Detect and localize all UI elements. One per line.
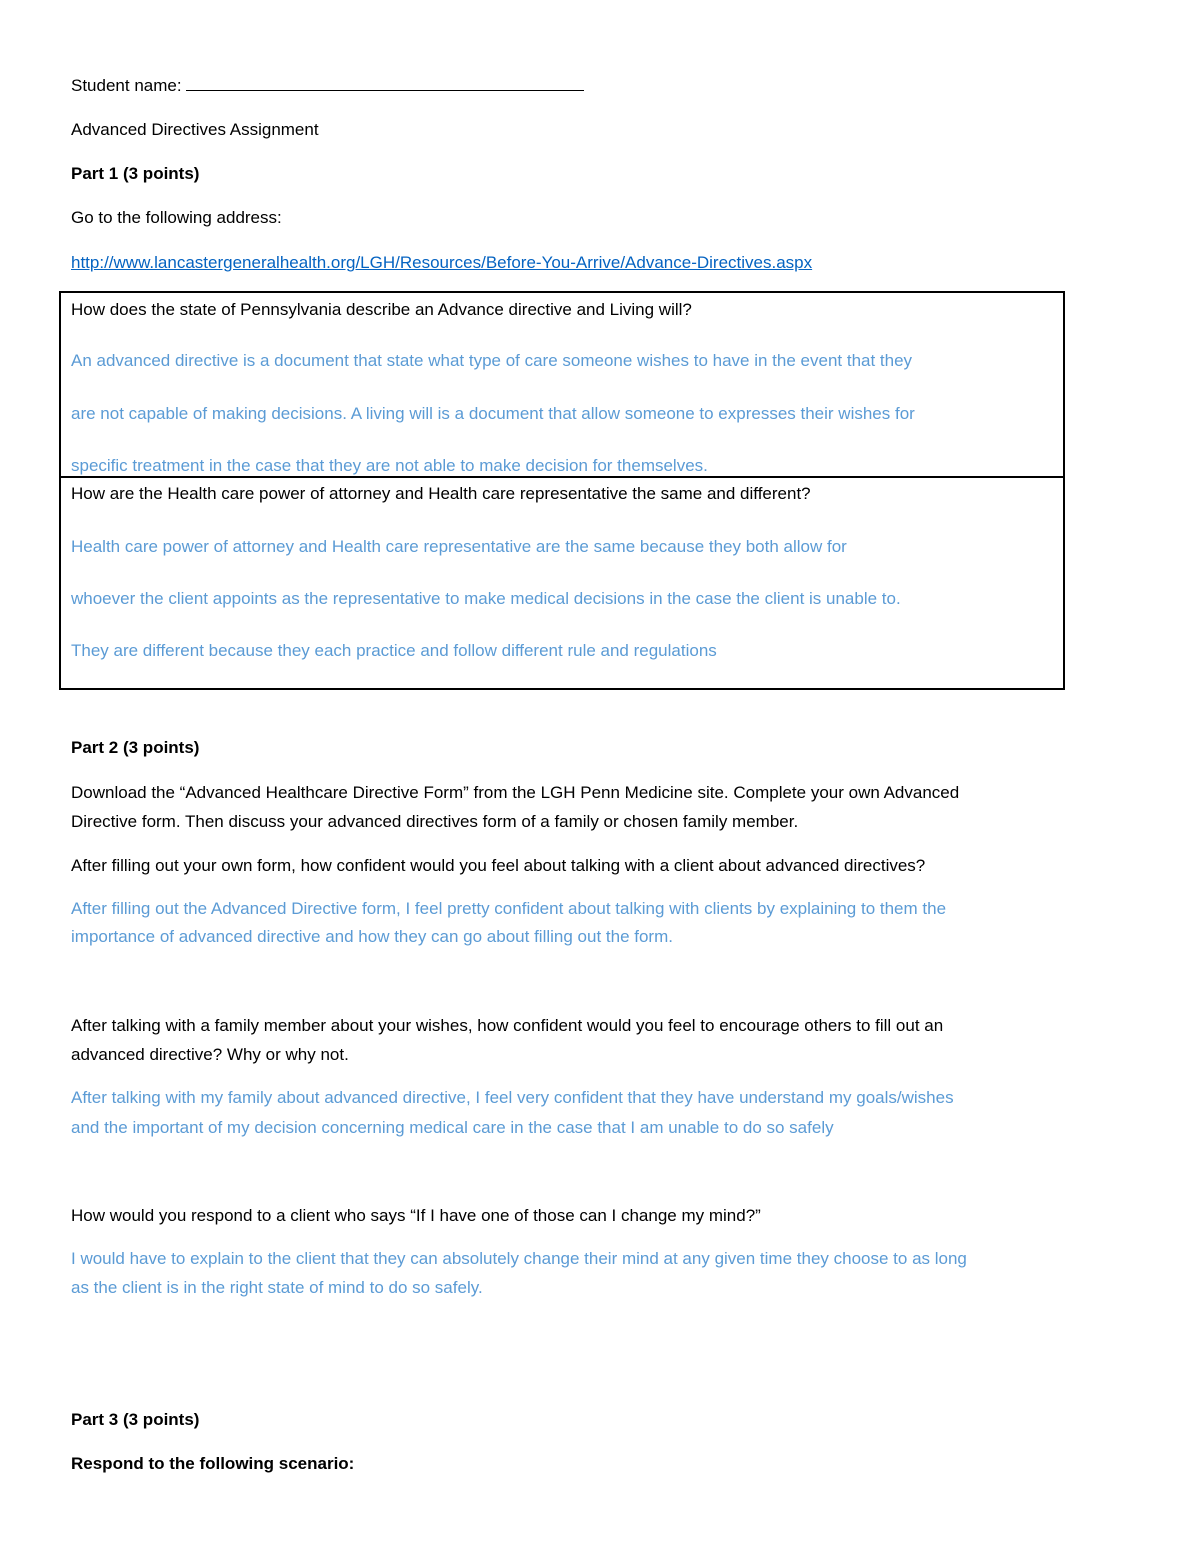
part1-q2-question: How are the Health care power of attorney and Health care representative the same and different?: [71, 484, 811, 503]
part1-q2-answer-line: whoever the client appoints as the representative to make medical decisions in the case the client is unable to.: [71, 589, 901, 608]
part2-q1-question: After filling out your own form, how confident would you feel about talking with a client about advanced directives?: [71, 856, 926, 875]
part1-instruction: Go to the following address:: [71, 208, 282, 227]
student-name-label: Student name:: [71, 76, 182, 95]
part1-q2-answer-line: Health care power of attorney and Health care representative are the same because they both allow for: [71, 537, 847, 556]
part3-instruction: Respond to the following scenario:: [71, 1454, 355, 1473]
part1-q1-question: How does the state of Pennsylvania describe an Advance directive and Living will?: [71, 300, 692, 319]
part2-q2-question-line: After talking with a family member about your wishes, how confident would you feel to encourage others to fill out an: [71, 1016, 944, 1035]
part2-q3-question: How would you respond to a client who says “If I have one of those can I change my mind?”: [71, 1206, 761, 1225]
part1-q1-box: [59, 291, 1065, 478]
part2-q2-question-line: advanced directive? Why or why not.: [71, 1045, 349, 1064]
part2-q3-answer-line: as the client is in the right state of mind to do so safely.: [71, 1278, 483, 1297]
assignment-title: Advanced Directives Assignment: [71, 120, 319, 139]
part2-instruction-line: Download the “Advanced Healthcare Directive Form” from the LGH Penn Medicine site. Complete your own Advanced: [71, 783, 960, 802]
part1-heading: Part 1 (3 points): [71, 164, 200, 183]
part2-q2-answer-line: and the important of my decision concerning medical care in the case that I am unable to do so safely: [71, 1118, 834, 1137]
part1-q2-box: [59, 476, 1065, 690]
part2-q1-answer-line: After filling out the Advanced Directive form, I feel pretty confident about talking with clients by explaining to them the: [71, 899, 947, 918]
part2-heading: Part 2 (3 points): [71, 738, 200, 757]
part2-q3-answer-line: I would have to explain to the client that they can absolutely change their mind at any given time they choose to as long: [71, 1249, 967, 1268]
student-name-blank[interactable]: [186, 76, 584, 91]
part1-q2-answer-line: They are different because they each practice and follow different rule and regulations: [71, 641, 717, 660]
part1-url-link[interactable]: http://www.lancastergeneralhealth.org/LGH/Resources/Before-You-Arrive/Advance-Directives.aspx: [71, 253, 813, 272]
student-name-row: [71, 76, 584, 96]
part3-heading: Part 3 (3 points): [71, 1410, 200, 1429]
part2-instruction-line: Directive form. Then discuss your advanced directives form of a family or chosen family member.: [71, 812, 799, 831]
part2-q1-answer-line: importance of advanced directive and how they can go about filling out the form.: [71, 927, 673, 946]
part1-q1-answer-line: are not capable of making decisions. A living will is a document that allow someone to expresses their wishes for: [71, 404, 915, 423]
part1-q1-answer-line: specific treatment in the case that they are not able to make decision for themselves.: [71, 456, 708, 475]
part1-q1-answer-line: An advanced directive is a document that state what type of care someone wishes to have in the event that they: [71, 351, 913, 370]
part2-q2-answer-line: After talking with my family about advanced directive, I feel very confident that they have understand my goals/wishes: [71, 1088, 954, 1107]
